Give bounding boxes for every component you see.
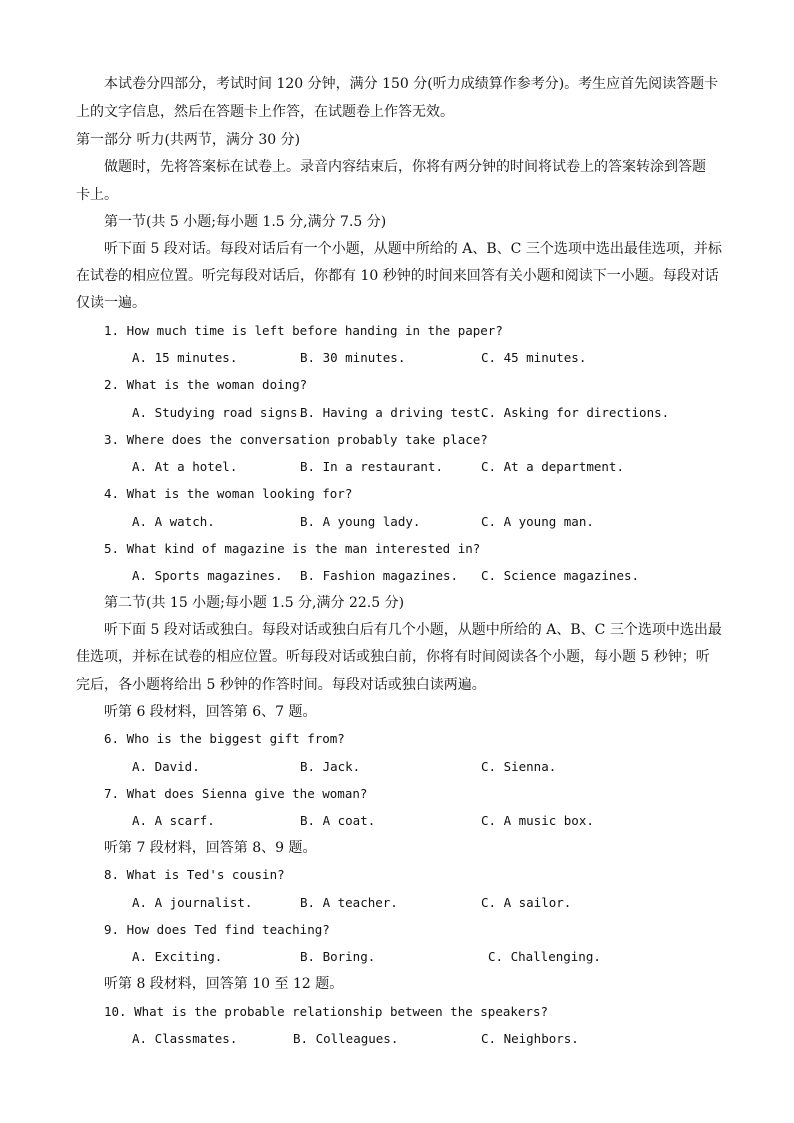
question-10-option-b: B. Colleagues. [293, 1031, 399, 1046]
question-1-option-b: B. 30 minutes. [300, 350, 406, 365]
question-6-option-b: B. Jack. [300, 759, 361, 774]
question-2-option-b: B. Having a driving test. [300, 405, 489, 420]
part1-title: 第一部分 听力(共两节，满分 30 分) [76, 132, 301, 148]
part1-instructions-line-1: 做题时，先将答案标在试卷上。录音内容结束后，你将有两分钟的时间将试卷上的答案转涂到答题 [104, 159, 706, 175]
question-2-option-c: C. Asking for directions. [481, 405, 670, 420]
question-3-option-c: C. At a department. [481, 459, 624, 474]
question-1: 1. How much time is left before handing in the paper? [104, 323, 503, 338]
part1-instructions-line-2: 卡上。 [76, 187, 118, 203]
question-1-option-a: A. 15 minutes. [132, 350, 238, 365]
question-4-option-c: C. A young man. [481, 514, 594, 529]
question-9-option-b: B. Boring. [300, 949, 376, 964]
question-4-option-a: A. A watch. [132, 514, 215, 529]
question-9: 9. How does Ted find teaching? [104, 922, 330, 937]
question-7-option-c: C. A music box. [481, 813, 594, 828]
question-9-option-a: A. Exciting. [132, 949, 223, 964]
material-6-heading: 听第 6 段材料，回答第 6、7 题。 [104, 704, 317, 720]
question-2: 2. What is the woman doing? [104, 377, 308, 392]
question-5: 5. What kind of magazine is the man interested in? [104, 541, 481, 556]
section2-instructions-line-2: 佳选项，并标在试卷的相应位置。听每段对话或独白前，你将有时间阅读各个小题，每小题 5 秒钟；听 [76, 649, 710, 665]
question-8-option-a: A. A journalist. [132, 895, 253, 910]
question-8-option-c: C. A sailor. [481, 895, 572, 910]
section2-instructions-line-1: 听下面 5 段对话或独白。每段对话或独白后有几个小题，从题中所给的 A、B、C 三个选项中选出最 [104, 622, 722, 638]
question-3-option-a: A. At a hotel. [132, 459, 238, 474]
question-5-option-c: C. Science magazines. [481, 568, 640, 583]
section1-instructions-line-3: 仅读一遍。 [76, 295, 146, 311]
question-6-option-c: C. Sienna. [481, 759, 557, 774]
question-5-option-a: A. Sports magazines. [132, 568, 283, 583]
section1-instructions-line-2: 在试卷的相应位置。听完每段对话后，你都有 10 秒钟的时间来回答有关小题和阅读下一小题。每段对话 [76, 268, 719, 284]
section2-instructions-line-3: 完后，各小题将给出 5 秒钟的作答时间。每段对话或独白读两遍。 [76, 677, 486, 693]
question-7: 7. What does Sienna give the woman? [104, 786, 368, 801]
question-10-option-a: A. Classmates. [132, 1031, 238, 1046]
question-6-option-a: A. David. [132, 759, 200, 774]
intro-line-1: 本试卷分四部分，考试时间 120 分钟，满分 150 分(听力成绩算作参考分)。考生应首先阅读答题卡 [104, 76, 719, 92]
question-3: 3. Where does the conversation probably take place? [104, 432, 488, 447]
question-4-option-b: B. A young lady. [300, 514, 421, 529]
material-8-heading: 听第 8 段材料，回答第 10 至 12 题。 [104, 976, 344, 992]
question-4: 4. What is the woman looking for? [104, 486, 353, 501]
question-5-option-b: B. Fashion magazines. [300, 568, 459, 583]
question-7-option-b: B. A coat. [300, 813, 376, 828]
question-8: 8. What is Ted's cousin? [104, 867, 285, 882]
material-7-heading: 听第 7 段材料，回答第 8、9 题。 [104, 840, 317, 856]
intro-line-2: 上的文字信息，然后在答题卡上作答，在试题卷上作答无效。 [76, 104, 454, 120]
question-1-option-c: C. 45 minutes. [481, 350, 587, 365]
question-9-option-c: C. Challenging. [488, 949, 601, 964]
question-10: 10. What is the probable relationship between the speakers? [104, 1004, 549, 1019]
section1-title: 第一节(共 5 小题;每小题 1.5 分,满分 7.5 分) [104, 214, 387, 230]
section2-title: 第二节(共 15 小题;每小题 1.5 分,满分 22.5 分) [104, 595, 405, 611]
section1-instructions-line-1: 听下面 5 段对话。每段对话后有一个小题，从题中所给的 A、B、C 三个选项中选出最佳选项，并标 [104, 241, 722, 257]
question-7-option-a: A. A scarf. [132, 813, 215, 828]
question-10-option-c: C. Neighbors. [481, 1031, 579, 1046]
question-2-option-a: A. Studying road signs. [132, 405, 306, 420]
question-8-option-b: B. A teacher. [300, 895, 398, 910]
question-3-option-b: B. In a restaurant. [300, 459, 443, 474]
question-6: 6. Who is the biggest gift from? [104, 731, 345, 746]
